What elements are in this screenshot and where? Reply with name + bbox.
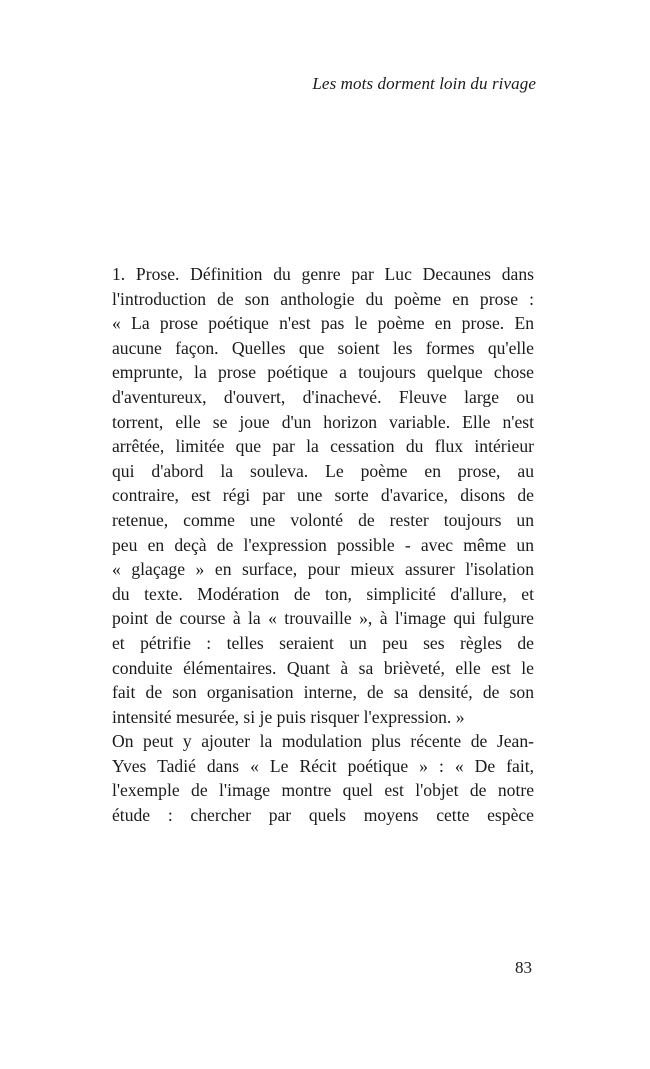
text-line: « glaçage » en surface, pour mieux assurer l'isolation	[112, 559, 534, 580]
text-line: contraire, est régi par une sorte d'avarice, disons de	[112, 485, 534, 506]
text-line: point de course à la « trouvaille », à l'image qui fulgure	[112, 608, 534, 629]
text-line: fait de son organisation interne, de sa densité, de son	[112, 682, 534, 703]
text-line: l'introduction de son anthologie du poème en prose :	[112, 288, 534, 309]
text-line: 1. Prose. Définition du genre par Luc Decaunes dans	[112, 264, 534, 284]
text-line: et pétrifie : telles seraient un peu ses règles de	[112, 632, 534, 653]
text-line: d'aventureux, d'ouvert, d'inachevé. Fleuve large ou	[112, 386, 534, 407]
text-line: l'exemple de l'image montre quel est l'objet de notre	[112, 780, 534, 801]
text-line: retenue, comme une volonté de rester toujours un	[112, 509, 534, 530]
text-line: emprunte, la prose poétique a toujours quelque chose	[112, 362, 534, 383]
text-line: aucune façon. Quelles que soient les formes qu'elle	[112, 337, 534, 358]
text-line: conduite élémentaires. Quant à sa brièveté, elle est le	[112, 657, 534, 678]
text-line: étude : chercher par quels moyens cette espèce	[112, 805, 534, 826]
text-line: du texte. Modération de ton, simplicité d'allure, et	[112, 583, 534, 604]
text-line: intensité mesurée, si je puis risquer l'expression. »	[112, 706, 465, 727]
footnote-text	[112, 262, 534, 828]
text-line: Yves Tadié dans « Le Récit poétique » : « De fait,	[112, 755, 534, 776]
text-line: qui d'abord la souleva. Le poème en prose, au	[112, 460, 534, 481]
text-line: On peut y ajouter la modulation plus récente de Jean-	[112, 731, 534, 752]
running-header: Les mots dorment loin du rivage	[312, 74, 536, 93]
text-line: torrent, elle se joue d'un horizon variable. Elle n'est	[112, 411, 534, 432]
text-line: arrêtée, limitée que par la cessation du flux intérieur	[112, 436, 534, 457]
text-line: « La prose poétique n'est pas le poème en prose. En	[112, 313, 534, 334]
page-number: 83	[515, 958, 532, 977]
text-line: peu en deçà de l'expression possible - avec même un	[112, 534, 534, 555]
